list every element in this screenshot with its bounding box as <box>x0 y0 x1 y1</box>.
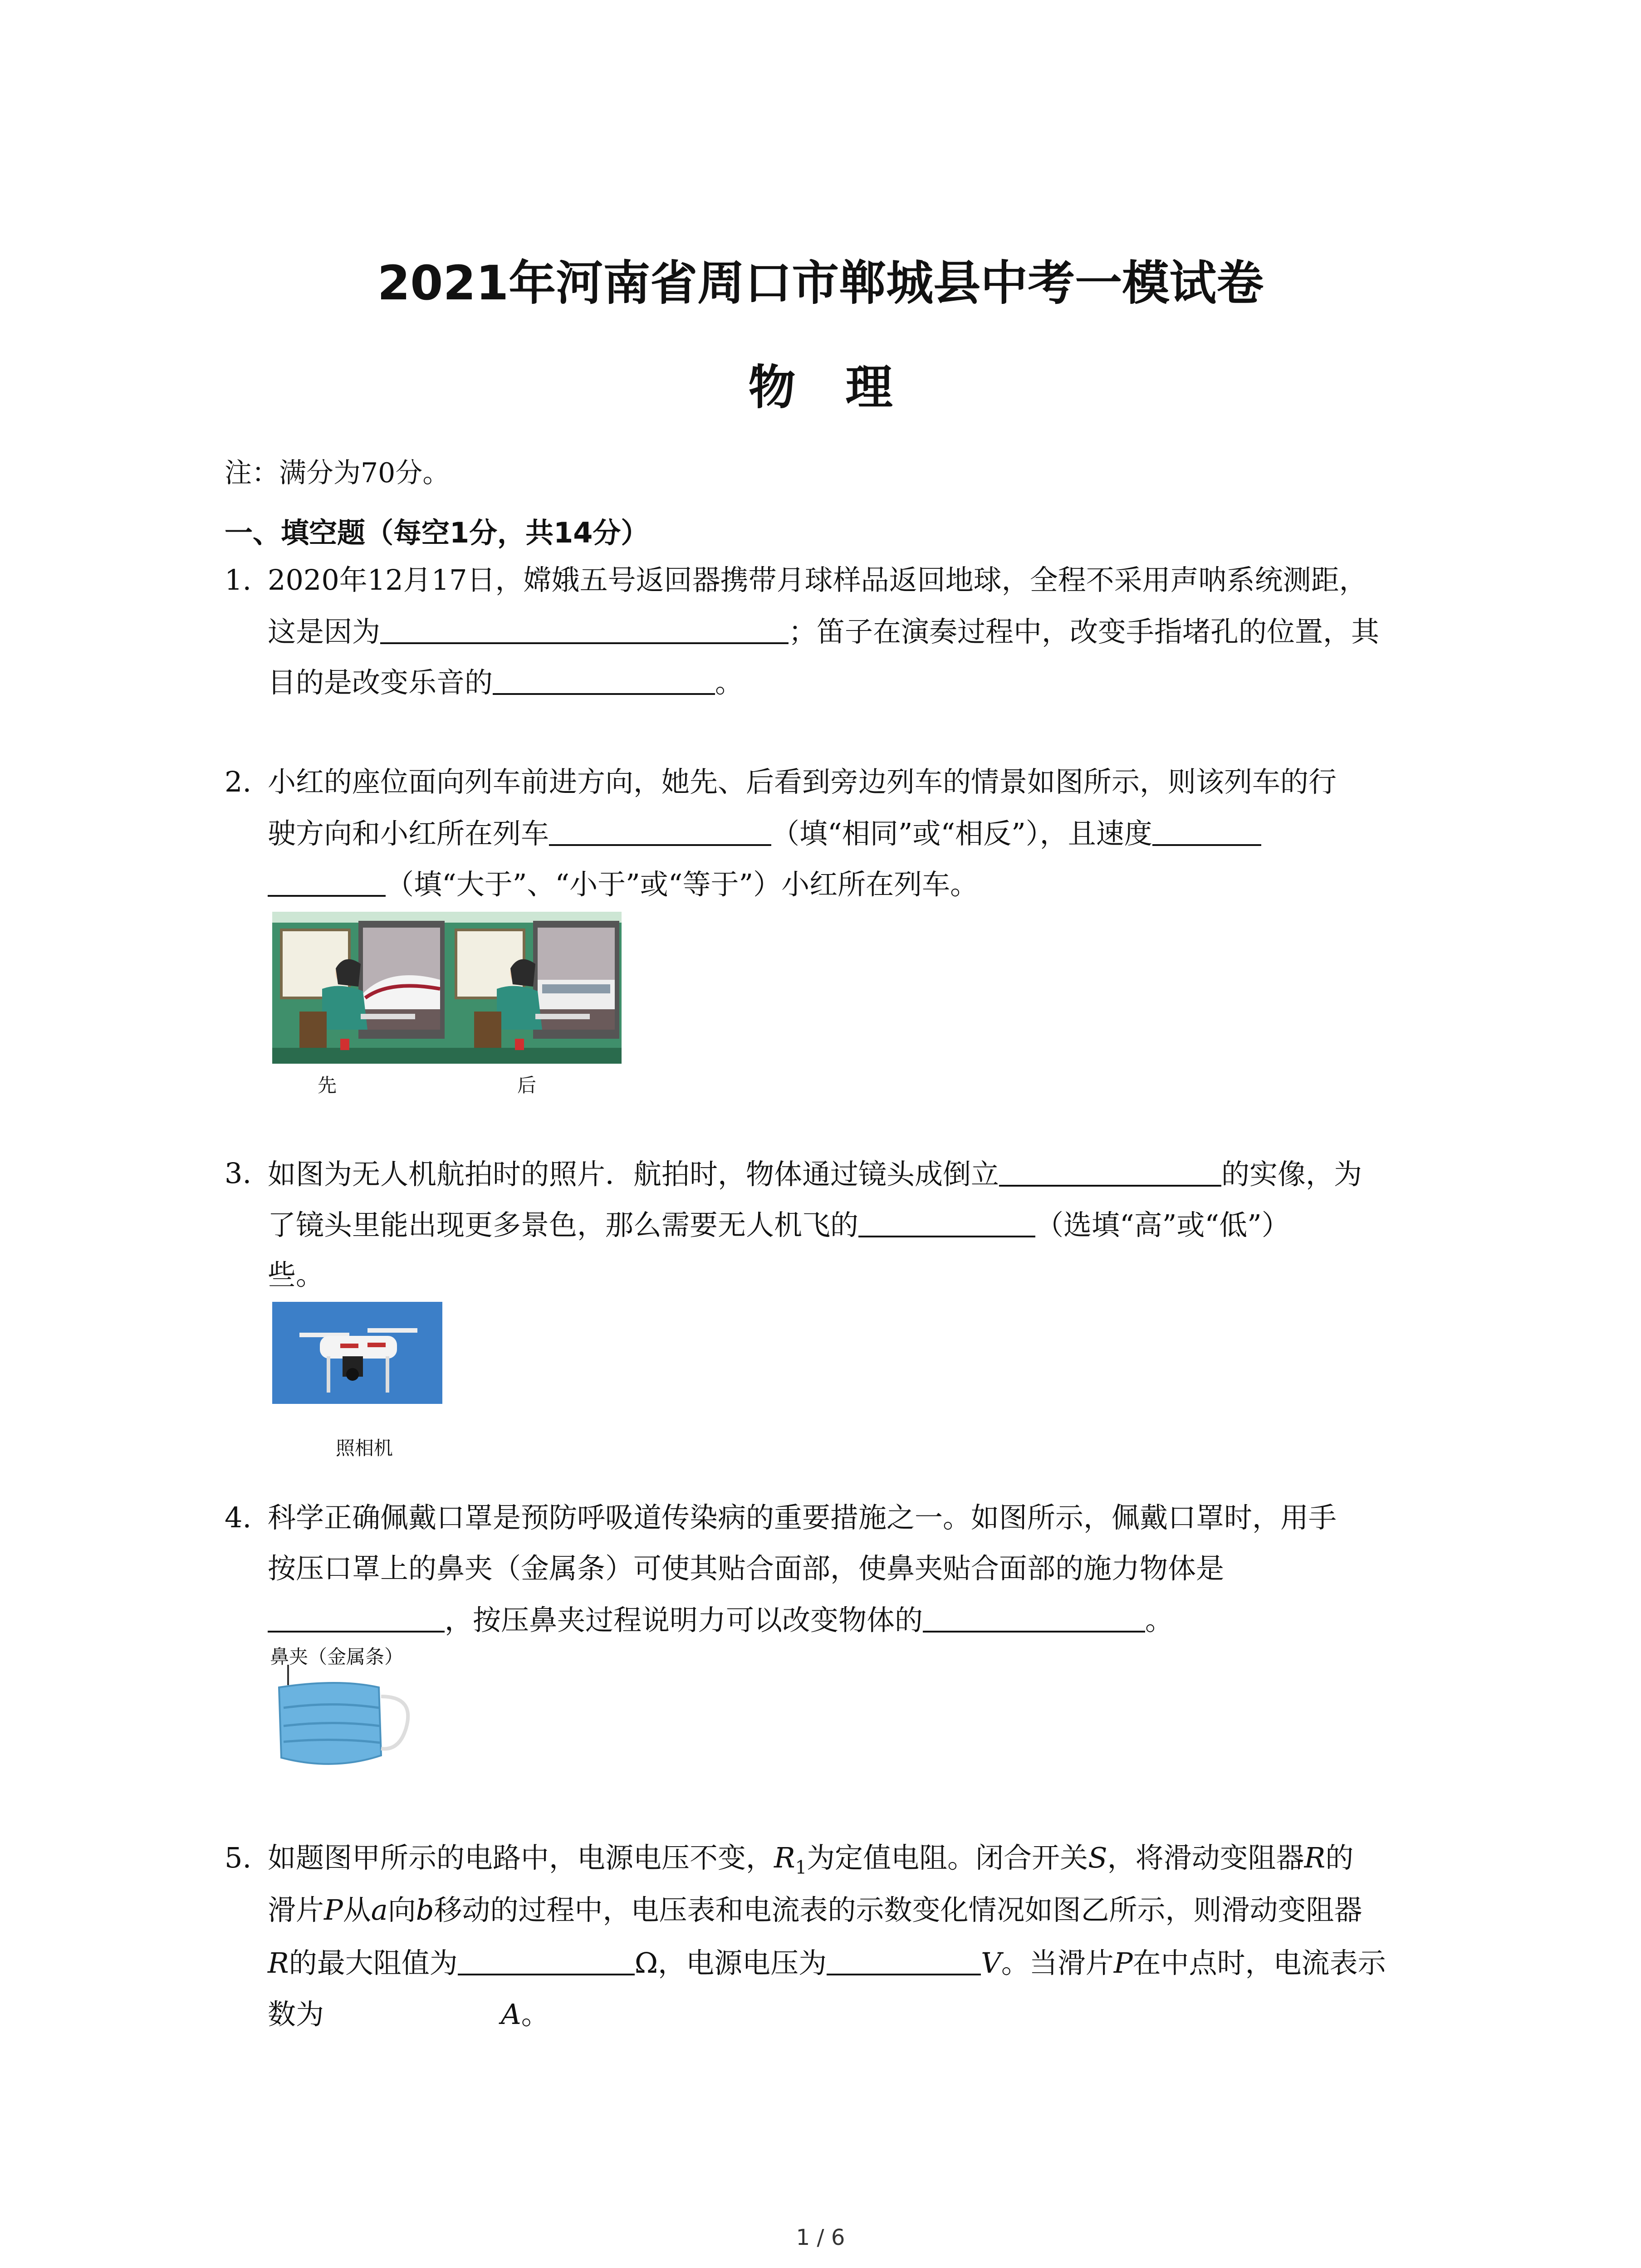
math-symbol: R <box>1304 1841 1326 1874</box>
question-text <box>268 1841 1354 1878</box>
text-run: 从 <box>343 1893 371 1926</box>
question-text <box>268 1158 1362 1191</box>
text-run: 数为 <box>268 1998 324 2031</box>
text-run: ，将滑动变阻器 <box>1107 1841 1304 1874</box>
text-run: 向 <box>387 1893 416 1926</box>
text-run: 。 <box>521 1998 549 2031</box>
answer-blank[interactable] <box>827 1948 981 1975</box>
question-number: 5. <box>225 1841 252 1874</box>
subject-title: 物理 <box>748 360 943 415</box>
question-text <box>268 819 1261 848</box>
question-text: 科学正确佩戴口罩是预防呼吸道传染病的重要措施之一。如图所示，佩戴口罩时，用手 <box>268 1501 1337 1534</box>
text-run: ；笛子在演奏过程中，改变手指堵孔的位置，其 <box>789 615 1380 648</box>
question-text <box>268 668 743 697</box>
text-run: 的最大阻值为 <box>289 1946 458 1980</box>
question-text <box>268 870 978 899</box>
text-run: （填“大于”、“小于”或“等于”）小红所在列车。 <box>386 868 979 901</box>
question-text <box>268 1946 1386 1980</box>
math-subscript: 1 <box>795 1857 807 1878</box>
image-caption-before: 先 <box>318 1074 337 1096</box>
question-text <box>268 1998 549 2031</box>
question-text <box>268 1208 1290 1242</box>
text-run: 驶方向和小红所在列车 <box>268 817 549 850</box>
answer-blank[interactable] <box>268 1605 445 1633</box>
math-symbol: R <box>774 1841 795 1874</box>
text-run: ，电源电压为 <box>658 1946 827 1980</box>
question-number: 3. <box>225 1157 252 1190</box>
page-number: 1 / 6 <box>796 2225 845 2250</box>
face-mask-image <box>270 1665 415 1783</box>
math-symbol: S <box>1088 1841 1107 1874</box>
answer-blank[interactable] <box>380 617 789 644</box>
text-run: 如图为无人机航拍时的照片．航拍时，物体通过镜头成倒立 <box>268 1158 999 1191</box>
answer-blank[interactable] <box>268 870 386 897</box>
question-text <box>268 1893 1362 1926</box>
answer-blank[interactable] <box>1152 819 1261 846</box>
image-caption-after: 后 <box>517 1074 537 1096</box>
question-text <box>268 1603 1174 1637</box>
text-run: 在中点时，电流表示 <box>1132 1946 1386 1980</box>
question-number: 1. <box>225 563 252 596</box>
text-run: 目的是改变乐音的 <box>268 666 493 699</box>
answer-blank[interactable] <box>858 1210 1035 1237</box>
question-text: 小红的座位面向列车前进方向，她先、后看到旁边列车的情景如图所示，则该列车的行 <box>268 765 1337 798</box>
unit-symbol: A <box>501 1998 521 2031</box>
math-symbol: a <box>371 1893 388 1926</box>
unit-symbol: Ω <box>634 1946 658 1980</box>
question-text: 按压口罩上的鼻夹（金属条）可使其贴合面部，使鼻夹贴合面部的施力物体是 <box>268 1552 1225 1585</box>
text-run: 。 <box>715 666 744 699</box>
section-heading: 一、填空题（每空1分，共14分） <box>225 516 649 549</box>
text-run: 的 <box>1325 1841 1354 1874</box>
unit-symbol: V <box>981 1946 1001 1980</box>
text-run: 了镜头里能出现更多景色，那么需要无人机飞的 <box>268 1208 859 1242</box>
image-caption-camera: 照相机 <box>336 1437 393 1459</box>
score-note: 注：满分为70分。 <box>225 457 450 489</box>
exam-title: 2021年河南省周口市郸城县中考一模试卷 <box>377 255 1264 311</box>
text-run: （填“相同”或“相反”），且速度 <box>771 817 1152 850</box>
question-text: 2020年12月17日，嫦娥五号返回器携带月球样品返回地球，全程不采用声呐系统测距， <box>268 563 1367 596</box>
text-run: （选填“高”或“低”） <box>1035 1208 1290 1242</box>
answer-blank[interactable] <box>999 1159 1221 1187</box>
text-run: 如题图甲所示的电路中，电源电压不变， <box>268 1841 774 1874</box>
question-number: 4. <box>225 1501 252 1534</box>
answer-blank[interactable] <box>549 819 771 846</box>
drone-image <box>272 1302 442 1404</box>
text-run: 的实像，为 <box>1221 1158 1362 1191</box>
train-scene-after-image <box>447 912 622 1064</box>
text-run: 。当滑片 <box>1001 1946 1114 1980</box>
train-scene-before-image <box>272 912 447 1064</box>
answer-blank[interactable] <box>458 1948 635 1975</box>
math-symbol: P <box>324 1893 343 1926</box>
question-text: 些。 <box>268 1258 324 1291</box>
answer-blank[interactable] <box>923 1605 1145 1633</box>
math-symbol: P <box>1113 1946 1133 1980</box>
answer-blank[interactable] <box>493 668 715 695</box>
math-symbol: R <box>268 1946 289 1980</box>
text-run: 移动的过程中，电压表和电流表的示数变化情况如图乙所示，则滑动变阻器 <box>434 1893 1362 1926</box>
text-run: 。 <box>1145 1603 1174 1637</box>
text-run: 为定值电阻。闭合开关 <box>807 1841 1088 1874</box>
question-number: 2. <box>225 765 252 798</box>
text-run: 这是因为 <box>268 615 381 648</box>
math-symbol: b <box>416 1893 434 1926</box>
question-text <box>268 617 1379 646</box>
text-run: 滑片 <box>268 1893 324 1926</box>
image-caption-nose-clip: 鼻夹（金属条） <box>270 1646 404 1668</box>
text-run: ，按压鼻夹过程说明力可以改变物体的 <box>445 1603 923 1637</box>
